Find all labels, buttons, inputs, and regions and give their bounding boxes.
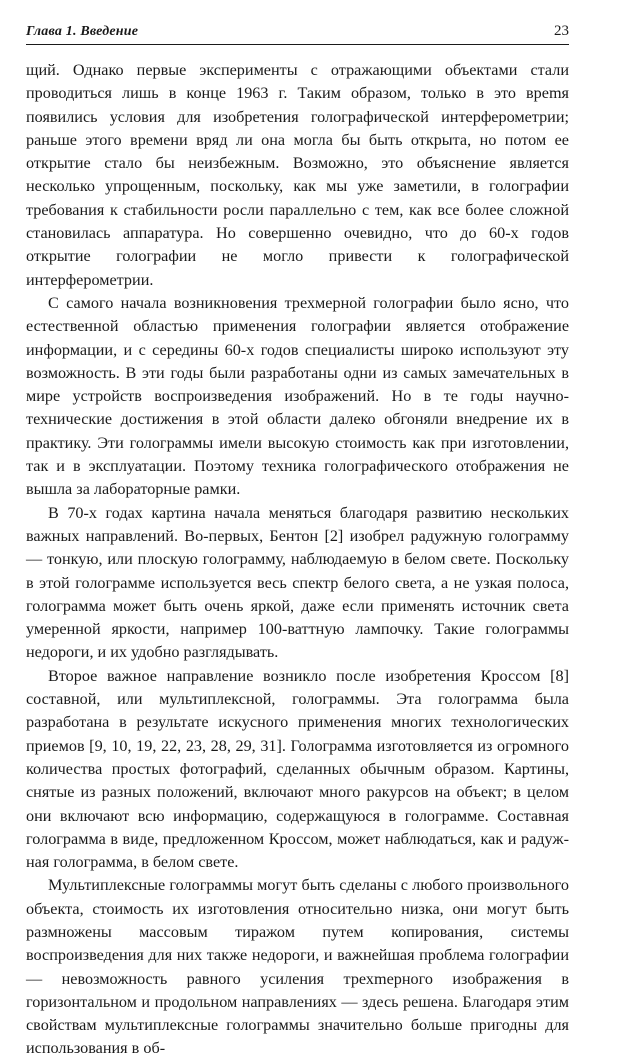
running-header (26, 22, 569, 45)
paragraph-4: Второе важное направление возникло после изобретения Кроссом [8] составной, или мультиплексной, голограммы. Эта голограмма была разработана в результате искусного применения многих технологических приемов [9, 10, 19, 22, 23, 28, 29, 31]. Голограмма изготовляется из огромного количества простых фотографий, сделанных обычным образом. Картины, снятые из разных положений, включают много ракурсов на объект; в целом они включают всю информацию, содержащуюся в голограмме. Составная голограмма в виде, предложенном Кроссом, может наблюдаться, как и радужная голограмма, в белом свете. (26, 666, 569, 872)
book-page (26, 22, 569, 1061)
paragraph-2: С самого начала возникновения трехмерной голографии было ясно, что естественной областью применения голографии является отображение информации, и с середины 60-х годов специалисты широко используют эту возможность. В эти годы были разработаны одни из самых замечательных в мире устройств воспроизведения изображений. Но в те годы научно-технические достижения в этой области далеко обгоняли внедрение их в практику. Эти голограммы имели высокую стоимость как при изготовлении, так и в эксплуатации. Поэтому техника голографического отображения не вышла за лабораторные рамки. (26, 293, 569, 499)
paragraph-5: Мультиплексные голограммы могут быть сделаны с любого произвольного объекта, стоимость их изготовления относительно низка, они могут быть размножены массовым тиражом путем копирования, системы воспроизведения для них также недороги, и важнейшая проблема голографии — невозможность равного усиления трехmерного изображения в горизонтальном и продольном направлениях — здесь решена. Благодаря этим свойствам мультиплексные голограммы значительно больше пригодны для использования в об- (26, 876, 569, 1058)
paragraph-1: щий. Однако первые эксперименты с отражающими объектами стали проводиться лишь в конце 1963 г. Таким образом, только в это вреmя появились условия для изобретения голографической интерферометрии; раньше этого времени вряд ли она могла бы быть открыта, но потом ее открытие стало бы неизбежным. Возможно, это объяснение является несколько упрощенным, поскольку, как мы уже заметили, в голографии требования к стабильности росли параллельно с тем, как все более сложной становилась аппаратура. Но совершенно очевидно, что до 60-х годов открытие голографии не могло привести к голографической интерферометрии. (26, 61, 569, 289)
page-number: 23 (554, 23, 569, 39)
paragraph-3: В 70-х годах картина начала меняться благодаря развитию нескольких важных направлений. Во-первых, Бентон [2] изобрел радужную голограмму — тонкую, или плоскую голограмму, наблюдаемую в белом свете. Поскольку в этой голограмме используется весь спектр белого света, а не узкая полоса, голограмма может быть очень яркой, даже если применять источник света умеренной яркости, например 100-ваттную лампочку. Такие голограммы недороги, и их удобно разглядывать. (26, 503, 569, 662)
chapter-title: Глава 1. Введение (26, 24, 139, 39)
body-text (26, 59, 569, 1061)
